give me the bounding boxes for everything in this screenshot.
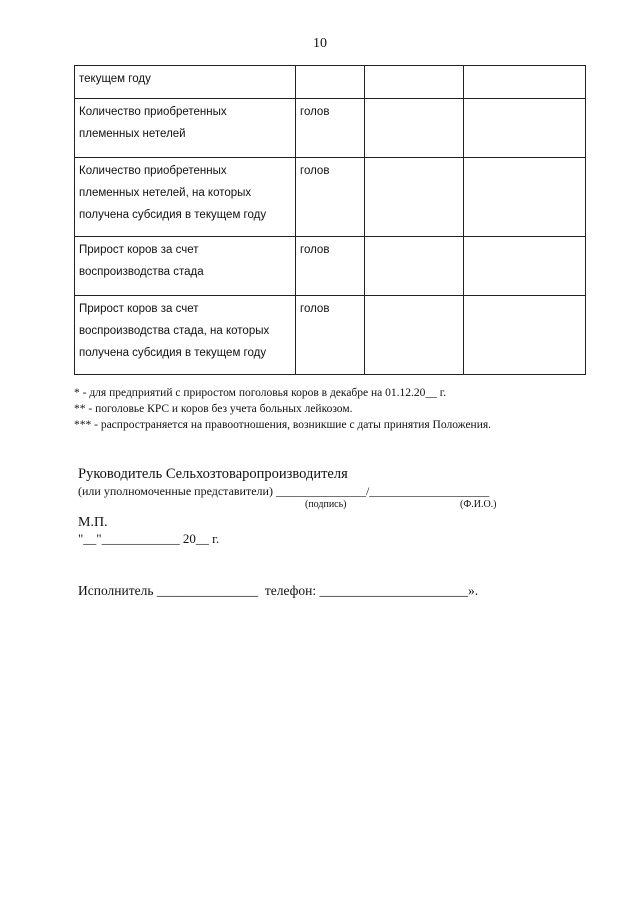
value-cell [365, 158, 464, 237]
row-label-cell: Количество приобретенных племенных нетелей, на которых получена субсидия в текущем году [75, 158, 296, 237]
value-cell [464, 66, 586, 99]
footnotes [74, 385, 614, 433]
signature-block [78, 465, 578, 513]
footnote: * - для предприятий с приростом поголовья коров в декабре на 01.12.20__ г. [74, 387, 447, 399]
unit-cell: голов [296, 99, 365, 158]
table-row [75, 158, 586, 237]
unit-cell: голов [296, 237, 365, 296]
data-table [74, 65, 586, 375]
value-cell [365, 237, 464, 296]
footnote: *** - распространяется на правоотношения, возникшие с даты принятия Положения. [74, 419, 492, 431]
value-cell [365, 296, 464, 375]
table-row [75, 66, 586, 99]
page-number: 10 [313, 36, 327, 51]
date-line: "__"____________ 20__ г. [78, 531, 220, 546]
value-cell [365, 99, 464, 158]
signature-captions [78, 499, 578, 513]
fio-caption: (Ф.И.О.) [460, 499, 497, 510]
value-cell [464, 158, 586, 237]
table-row [75, 237, 586, 296]
footnote: ** - поголовье КРС и коров без учета больных лейкозом. [74, 403, 353, 415]
value-cell [464, 296, 586, 375]
stamp-label: М.П. [78, 515, 108, 530]
row-label-cell: Количество приобретенных племенных нетелей [75, 99, 296, 158]
unit-cell: голов [296, 158, 365, 237]
table-row [75, 296, 586, 375]
head-title: Руководитель Сельхозтоваропроизводителя [78, 466, 348, 482]
table-row [75, 99, 586, 158]
unit-cell [296, 66, 365, 99]
unit-cell: голов [296, 296, 365, 375]
row-label-cell: Прирост коров за счет воспроизводства стада [75, 237, 296, 296]
value-cell [464, 237, 586, 296]
signature-caption: (подпись) [305, 499, 347, 510]
signature-line: (или уполномоченные представители) _______________/____________________ [78, 484, 490, 498]
value-cell [365, 66, 464, 99]
value-cell [464, 99, 586, 158]
row-label-cell: текущем году [75, 66, 296, 99]
row-label-cell: Прирост коров за счет воспроизводства стада, на которых получена субсидия в текущем году [75, 296, 296, 375]
executor-line: Исполнитель _______________ телефон: ______________________». [78, 583, 479, 598]
